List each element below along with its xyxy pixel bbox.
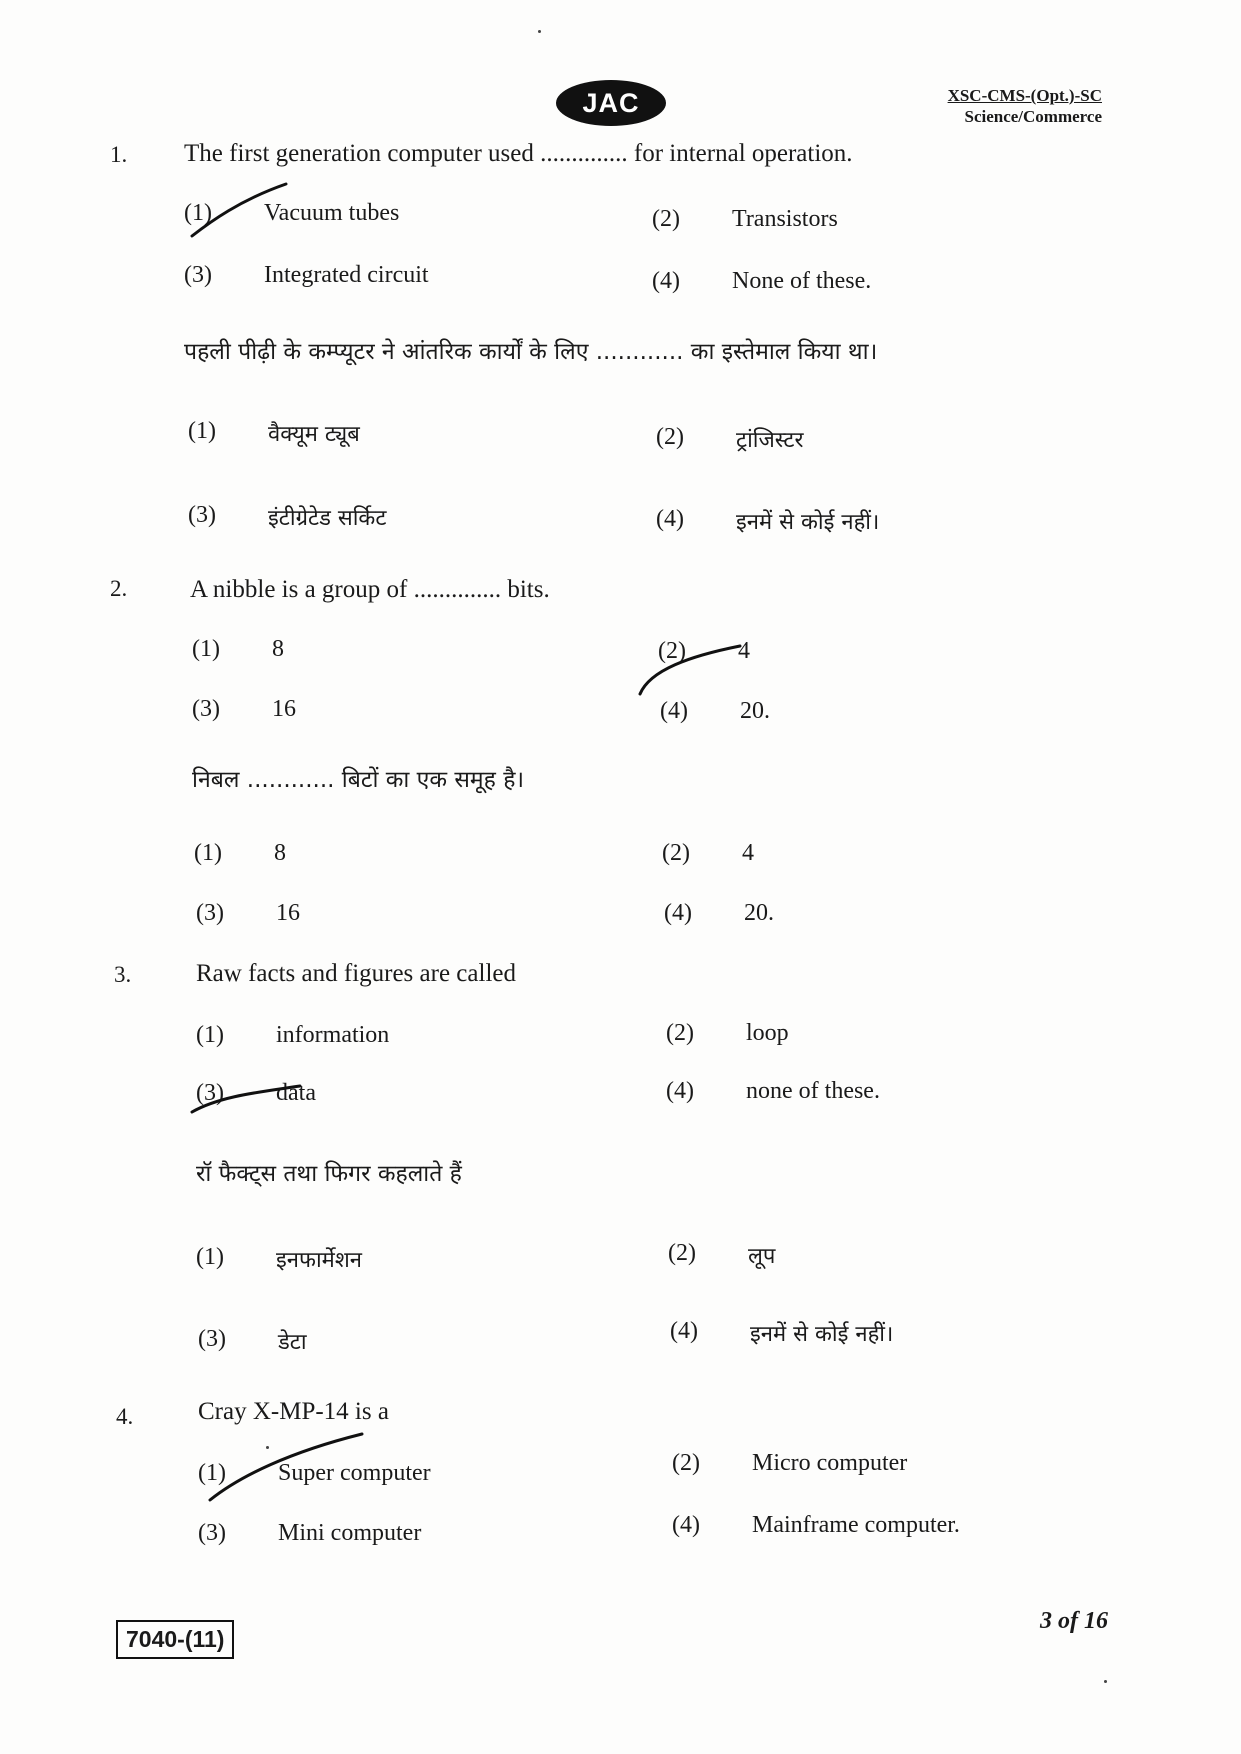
stream-label: Science/Commerce xyxy=(964,107,1102,126)
option xyxy=(666,1020,789,1047)
option-text: Super computer xyxy=(278,1460,431,1486)
option-text: 8 xyxy=(274,840,286,866)
option-text: 8 xyxy=(272,636,284,662)
option-number: (4) xyxy=(660,698,688,724)
option-text: इनफार्मेशन xyxy=(276,1248,362,1273)
question-number: 3. xyxy=(114,962,132,987)
option-number: (3) xyxy=(196,900,224,926)
option-number: (2) xyxy=(662,840,690,866)
paper-code: XSC-CMS-(Opt.)-SC xyxy=(947,86,1102,105)
option-text: none of these. xyxy=(746,1078,880,1104)
option-number: (4) xyxy=(656,506,684,532)
question-text: Cray X-MP-14 is a xyxy=(198,1398,389,1425)
scan-speck xyxy=(266,1446,269,1449)
option-number: (1) xyxy=(196,1022,224,1048)
option-number: (3) xyxy=(192,696,220,722)
question-text: Raw facts and figures are called xyxy=(196,960,516,987)
option-hindi xyxy=(188,418,360,448)
option-text: 16 xyxy=(276,900,300,926)
question-number: 4. xyxy=(116,1404,134,1429)
option-hindi xyxy=(662,840,754,867)
option-number: (1) xyxy=(192,636,220,662)
option-text: Mini computer xyxy=(278,1520,422,1546)
option-number: (2) xyxy=(672,1450,700,1476)
option-number: (3) xyxy=(196,1080,224,1106)
option xyxy=(192,636,284,663)
option-hindi xyxy=(188,502,386,532)
question-text-hindi: रॉ फैक्ट्स तथा फिगर कहलाते हैं xyxy=(196,1161,462,1187)
option-number: (4) xyxy=(652,268,680,294)
option-number: (3) xyxy=(198,1520,226,1546)
page-number: 3 of 16 xyxy=(1040,1608,1108,1634)
option-hindi xyxy=(194,840,286,867)
option-text: 20. xyxy=(740,698,770,724)
option xyxy=(672,1512,960,1539)
option xyxy=(672,1450,907,1477)
option-number: (4) xyxy=(672,1512,700,1538)
option-number: (2) xyxy=(656,424,684,450)
option-text: Mainframe computer. xyxy=(752,1512,960,1538)
option-text: इंटीग्रेटेड सर्किट xyxy=(268,506,387,531)
option xyxy=(196,1080,316,1107)
option-hindi xyxy=(656,506,879,536)
option-text: वैक्यूम ट्यूब xyxy=(268,422,360,447)
option-hindi xyxy=(668,1240,775,1270)
option-text: 20. xyxy=(744,900,774,926)
footer-paper-code: 7040-(11) xyxy=(116,1620,234,1659)
option-hindi xyxy=(196,1244,362,1274)
option-text: loop xyxy=(746,1020,789,1046)
question-number: 2. xyxy=(110,576,128,601)
option-text: Vacuum tubes xyxy=(264,200,400,226)
option-text: None of these. xyxy=(732,268,872,294)
option-number: (2) xyxy=(652,206,680,232)
question-number: 1. xyxy=(110,142,128,167)
option-number: (3) xyxy=(188,502,216,528)
option-text: इनमें से कोई नहीं। xyxy=(736,510,880,535)
option-number: (1) xyxy=(194,840,222,866)
scan-speck xyxy=(538,30,541,33)
option-text: 16 xyxy=(272,696,296,722)
option xyxy=(184,262,429,289)
option-hindi xyxy=(196,900,300,927)
paper-code-block xyxy=(902,86,1102,128)
option xyxy=(192,696,296,723)
question-text-hindi: पहली पीढ़ी के कम्प्यूटर ने आंतरिक कार्यों के लिए ............ का इस्तेमाल किया था। xyxy=(184,339,878,365)
option xyxy=(658,638,750,665)
option-number: (3) xyxy=(184,262,212,288)
option xyxy=(196,1022,389,1049)
option-text: 4 xyxy=(738,638,750,664)
option-number: (4) xyxy=(666,1078,694,1104)
option-text: डेटा xyxy=(278,1330,307,1355)
option-number: (1) xyxy=(196,1244,224,1270)
option-text: Integrated circuit xyxy=(264,262,429,288)
option xyxy=(184,200,399,227)
option-text: Transistors xyxy=(732,206,838,232)
option-number: (1) xyxy=(198,1460,226,1486)
question-text: The first generation computer used .............. for internal operation. xyxy=(184,140,853,167)
option-number: (2) xyxy=(658,638,686,664)
option xyxy=(198,1520,421,1547)
option-number: (4) xyxy=(670,1318,698,1344)
option-hindi xyxy=(656,424,803,454)
question-text-hindi: निबल ............ बिटों का एक समूह है। xyxy=(192,767,525,793)
option-number: (2) xyxy=(668,1240,696,1266)
option-hindi xyxy=(670,1318,893,1348)
scan-speck xyxy=(1104,1680,1107,1683)
option-number: (3) xyxy=(198,1326,226,1352)
option-text: इनमें से कोई नहीं। xyxy=(750,1322,894,1347)
option-text: लूप xyxy=(748,1244,776,1269)
option-text: ट्रांजिस्टर xyxy=(736,428,804,453)
option xyxy=(198,1460,431,1487)
option-number: (1) xyxy=(188,418,216,444)
option-hindi xyxy=(664,900,774,927)
option xyxy=(666,1078,880,1105)
option xyxy=(652,206,838,233)
option-text: data xyxy=(276,1080,316,1106)
jac-logo-badge: JAC xyxy=(556,80,666,126)
option xyxy=(652,268,871,295)
option-number: (2) xyxy=(666,1020,694,1046)
option-text: Micro computer xyxy=(752,1450,908,1476)
option-number: (1) xyxy=(184,200,212,226)
option xyxy=(660,698,770,725)
option-text: 4 xyxy=(742,840,754,866)
option-number: (4) xyxy=(664,900,692,926)
option-hindi xyxy=(198,1326,307,1356)
question-text: A nibble is a group of .............. bits. xyxy=(190,576,550,603)
option-text: information xyxy=(276,1022,390,1048)
